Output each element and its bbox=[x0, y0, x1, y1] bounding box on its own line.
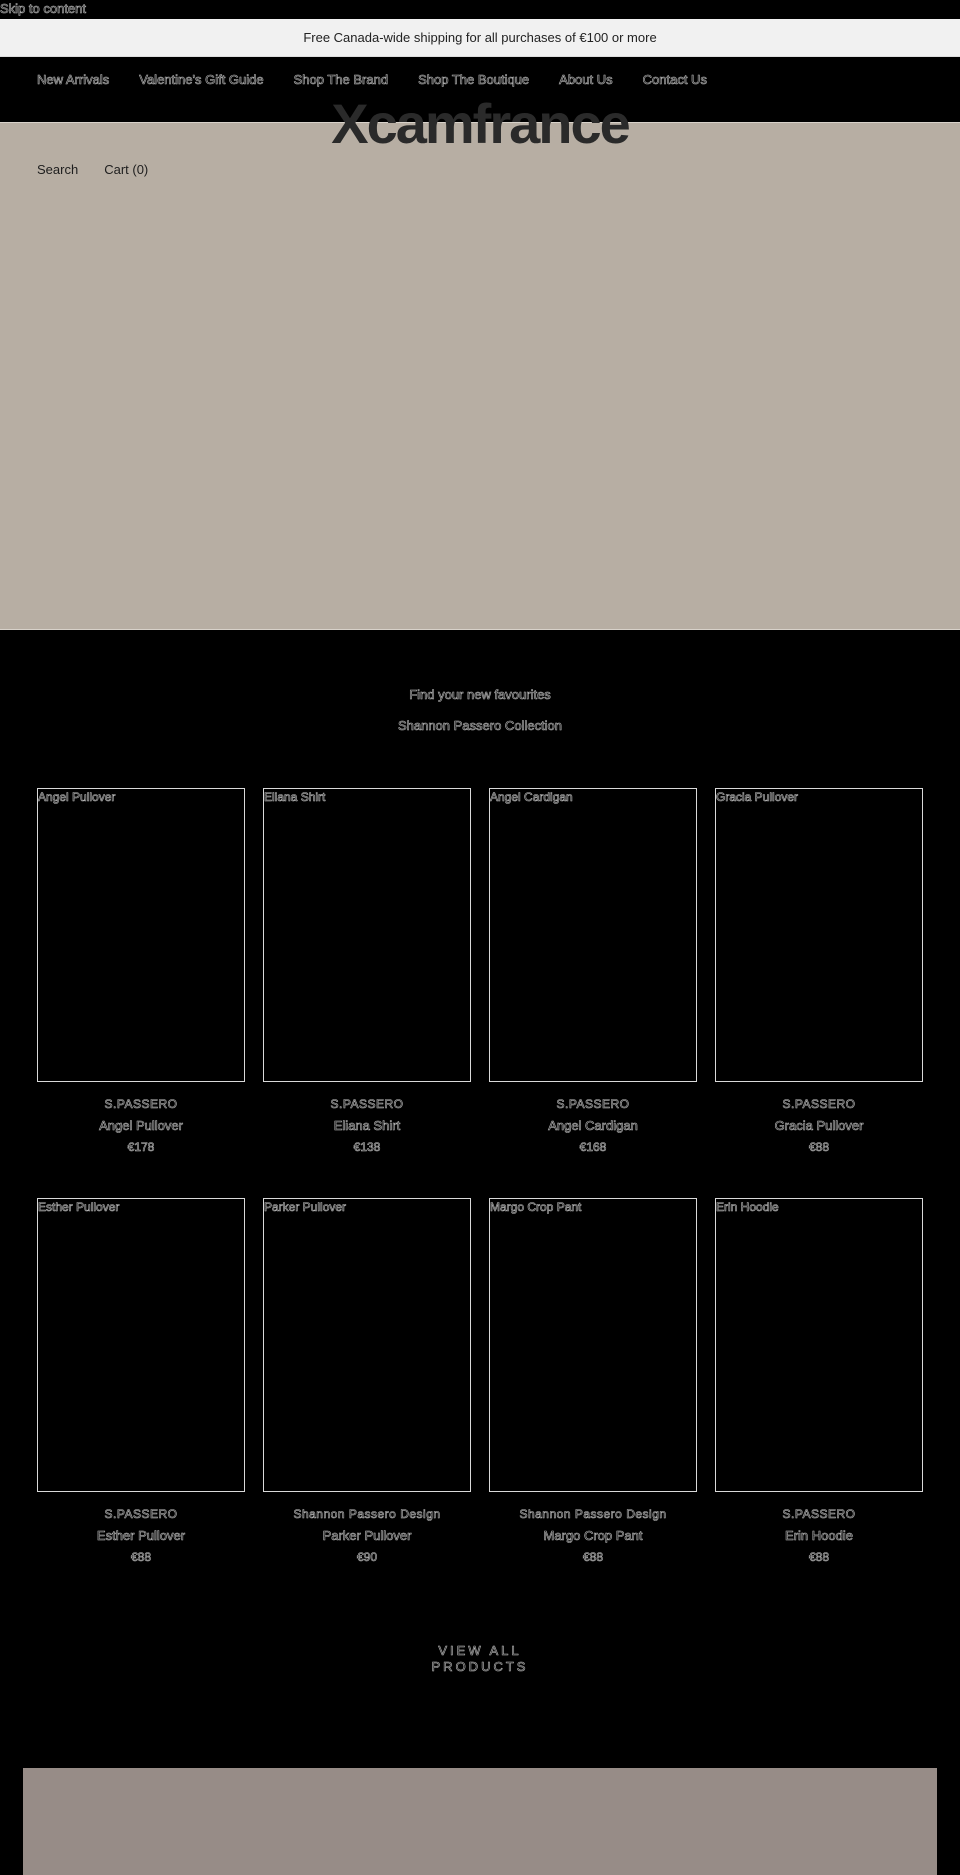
product-image[interactable] bbox=[489, 788, 697, 1082]
product-image-alt: Gracia Pullover bbox=[716, 790, 799, 804]
nav-new-arrivals[interactable]: New Arrivals bbox=[37, 72, 110, 87]
product-card[interactable] bbox=[37, 1198, 245, 1608]
product-card[interactable] bbox=[715, 1198, 923, 1608]
announcement-bar bbox=[0, 19, 960, 57]
product-vendor: S.PASSERO bbox=[104, 1097, 178, 1111]
announcement-text: Free Canada-wide shipping for all purchases of €100 or more bbox=[303, 30, 657, 45]
view-all-line-1: VIEW ALL bbox=[438, 1643, 522, 1658]
product-card[interactable] bbox=[263, 788, 471, 1198]
product-name[interactable]: Esther Pullover bbox=[96, 1528, 186, 1543]
site-logo[interactable]: Xcamfrance bbox=[331, 92, 629, 155]
product-image[interactable] bbox=[715, 788, 923, 1082]
nav-shop-the-brand[interactable]: Shop The Brand bbox=[293, 72, 389, 87]
product-name[interactable]: Parker Pullover bbox=[322, 1528, 412, 1543]
product-vendor: S.PASSERO bbox=[104, 1507, 178, 1521]
product-image[interactable] bbox=[37, 1198, 245, 1492]
product-name[interactable]: Angel Pullover bbox=[99, 1118, 183, 1133]
nav-valentines-gift-guide[interactable]: Valentine's Gift Guide bbox=[139, 72, 264, 87]
product-price: €138 bbox=[353, 1140, 381, 1154]
product-card[interactable] bbox=[489, 1198, 697, 1608]
product-name[interactable]: Margo Crop Pant bbox=[543, 1528, 643, 1543]
product-grid bbox=[37, 788, 923, 1608]
product-name[interactable]: Angel Cardigan bbox=[548, 1118, 638, 1133]
nav-shop-the-boutique[interactable]: Shop The Boutique bbox=[418, 72, 530, 87]
product-price: €168 bbox=[579, 1140, 607, 1154]
hero-banner[interactable] bbox=[0, 122, 960, 630]
product-vendor: S.PASSERO bbox=[782, 1097, 856, 1111]
product-image[interactable] bbox=[37, 788, 245, 1082]
view-all-line-2: PRODUCTS bbox=[431, 1659, 529, 1674]
product-image-alt: Angel Cardigan bbox=[490, 790, 573, 804]
product-image-alt: Erin Hoodie bbox=[716, 1200, 779, 1214]
product-price: €88 bbox=[582, 1550, 604, 1564]
product-image-alt: Esther Pullover bbox=[38, 1200, 120, 1214]
utility-navigation bbox=[37, 162, 174, 177]
product-vendor: Shannon Passero Design bbox=[293, 1507, 441, 1521]
product-vendor: S.PASSERO bbox=[330, 1097, 404, 1111]
product-image-alt: Eliana Shirt bbox=[264, 790, 326, 804]
product-card[interactable] bbox=[489, 788, 697, 1198]
product-image-alt: Margo Crop Pant bbox=[490, 1200, 582, 1214]
product-image[interactable] bbox=[715, 1198, 923, 1492]
product-image-alt: Parker Pullover bbox=[264, 1200, 347, 1214]
product-price: €88 bbox=[130, 1550, 152, 1564]
nav-contact-us[interactable]: Contact Us bbox=[642, 72, 707, 87]
main-navigation bbox=[37, 72, 737, 88]
product-name[interactable]: Eliana Shirt bbox=[333, 1118, 401, 1133]
collection-title: Shannon Passero Collection bbox=[397, 718, 563, 733]
product-image[interactable] bbox=[489, 1198, 697, 1492]
product-card[interactable] bbox=[715, 788, 923, 1198]
collection-subheading: Find your new favourites bbox=[409, 687, 551, 702]
promo-banner[interactable] bbox=[23, 1768, 937, 1875]
skip-to-content-link[interactable]: Skip to content bbox=[0, 1, 86, 16]
product-price: €88 bbox=[808, 1140, 830, 1154]
product-image-alt: Angel Pullover bbox=[38, 790, 116, 804]
product-price: €178 bbox=[127, 1140, 155, 1154]
product-image[interactable] bbox=[263, 1198, 471, 1492]
cart-link[interactable]: Cart (0) bbox=[104, 162, 149, 177]
nav-about-us[interactable]: About Us bbox=[559, 72, 613, 87]
product-name[interactable]: Gracia Pullover bbox=[774, 1118, 864, 1133]
product-price: €90 bbox=[356, 1550, 378, 1564]
product-vendor: S.PASSERO bbox=[556, 1097, 630, 1111]
search-link[interactable]: Search bbox=[37, 162, 79, 177]
product-card[interactable] bbox=[37, 788, 245, 1198]
product-image[interactable] bbox=[263, 788, 471, 1082]
view-all-products-link[interactable] bbox=[0, 1643, 960, 1675]
product-vendor: Shannon Passero Design bbox=[519, 1507, 667, 1521]
product-vendor: S.PASSERO bbox=[782, 1507, 856, 1521]
product-card[interactable] bbox=[263, 1198, 471, 1608]
product-price: €88 bbox=[808, 1550, 830, 1564]
product-name[interactable]: Erin Hoodie bbox=[785, 1528, 853, 1543]
